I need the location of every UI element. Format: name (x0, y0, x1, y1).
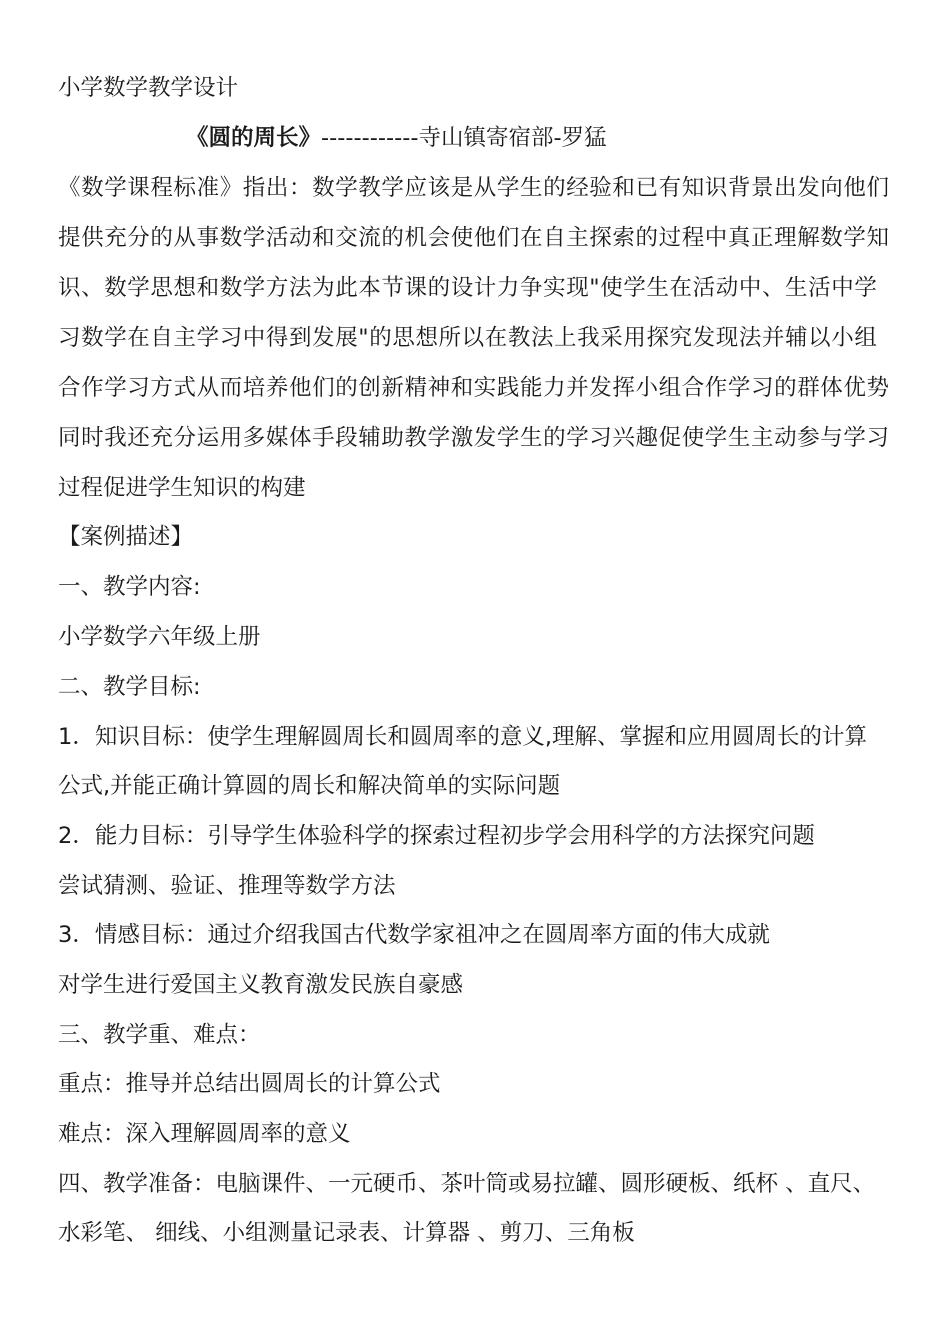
section-2-heading: 二、教学目标: (58, 674, 201, 700)
doc-title-line (186, 123, 607, 153)
case-heading: 【案例描述】 (58, 524, 194, 550)
doc-heading: 小学数学教学设计 (58, 75, 239, 101)
goal-3-line-1: 3．情感目标：通过介绍我国古代数学家祖冲之在圆周率方面的伟大成就 (58, 922, 770, 948)
intro-line-6: 同时我还充分运用多媒体手段辅助教学激发学生的学习兴趣促使学生主动参与学习 (58, 425, 890, 451)
intro-line-3: 识、数学思想和数学方法为此本节课的设计力争实现"使学生在活动中、生活中学 (58, 275, 878, 301)
section-3-heading: 三、教学重、难点： (58, 1022, 261, 1048)
hard-point: 难点：深入理解圆周率的意义 (58, 1121, 351, 1147)
doc-title: 《圆的周长》 (186, 125, 322, 151)
key-point: 重点：推导并总结出圆周长的计算公式 (58, 1071, 441, 1097)
goal-1-line-1: 1．知识目标：使学生理解圆周长和圆周率的意义,理解、掌握和应用圆周长的计算 (58, 724, 867, 750)
intro-line-7: 过程促进学生知识的构建 (58, 475, 306, 501)
goal-2-line-2: 尝试猜测、验证、推理等数学方法 (58, 873, 396, 899)
intro-line-4: 习数学在自主学习中得到发展"的思想所以在教法上我采用探究发现法并辅以小组 (58, 325, 878, 351)
goal-3-line-2: 对学生进行爱国主义教育激发民族自豪感 (58, 972, 464, 998)
doc-author: ------------寺山镇寄宿部-罗猛 (321, 125, 607, 151)
intro-line-5: 合作学习方式从而培养他们的创新精神和实践能力并发挥小组合作学习的群体优势 (58, 375, 890, 401)
section-1-heading: 一、教学内容: (58, 574, 201, 600)
goal-2-line-1: 2．能力目标：引导学生体验科学的探索过程初步学会用科学的方法探究问题 (58, 823, 815, 849)
goal-1-line-2: 公式,并能正确计算圆的周长和解决简单的实际问题 (58, 773, 561, 799)
section-1-text: 小学数学六年级上册 (58, 624, 261, 650)
intro-line-1: 《数学课程标准》指出：数学教学应该是从学生的经验和已有知识背景出发向他们 (58, 175, 890, 201)
intro-line-2: 提供充分的从事数学活动和交流的机会使他们在自主探索的过程中真正理解数学知 (58, 225, 890, 251)
section-4-line-2: 水彩笔、 细线、小组测量记录表、计算器 、剪刀、三角板 (58, 1220, 635, 1246)
section-4-line-1: 四、教学准备：电脑课件、一元硬币、茶叶筒或易拉罐、圆形硬板、纸杯 、直尺、 (58, 1171, 876, 1197)
